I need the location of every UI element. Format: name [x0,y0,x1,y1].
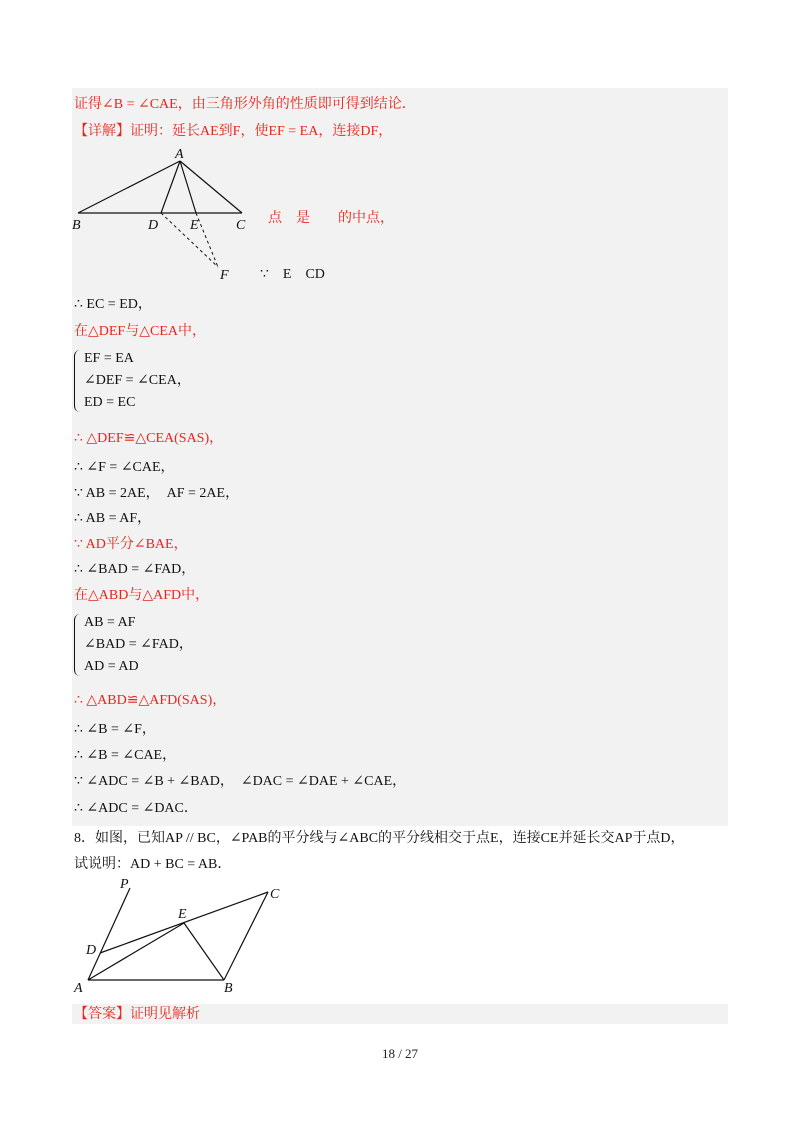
solution-line-11: ∵ AD平分∠BAE， [74,537,188,552]
fig2-label-e: E [178,907,187,922]
answer-line: 【答案】证明见解析 [74,1007,200,1022]
solution-line-16: ∴ ∠B = ∠CAE， [74,748,177,763]
fig2-label-a: A [74,981,83,996]
solution-line-18: ∴ ∠ADC = ∠DAC． [74,801,198,816]
fig2-label-d: D [86,943,97,958]
question-8-line-2: 试说明：AD + BC = AB． [74,857,232,872]
fig1-label-f: F [220,268,229,283]
solution-line-9: ∵ AB = 2AE， AF = 2AE， [74,486,240,501]
system1-row-2: ∠DEF = ∠CEA， [84,373,191,388]
solution-line-because: ∵ E CD [260,267,325,282]
fig1-label-b: B [72,218,81,233]
solution-line-14: ∴ △ABD≌△AFD(SAS)， [74,693,227,708]
solution-line-midpoint: 点 是 的中点， [268,211,394,226]
system2-row-1: AB = AF [84,615,136,630]
parallelogram-figure-2 [68,876,298,1001]
system1-row-3: ED = EC [84,395,136,410]
solution-line-15: ∴ ∠B = ∠F， [74,722,156,737]
fig1-label-c: C [236,218,246,233]
equation-system-2 [84,612,193,678]
solution-line-12: ∴ ∠BAD = ∠FAD， [74,562,196,577]
page-number: 18 / 27 [381,1046,419,1061]
system2-row-3: AD = AD [84,659,139,674]
detail-heading-line: 【详解】证明：延长AE到F，使EF = EA，连接DF， [74,124,393,139]
fig1-label-a: A [175,147,184,162]
fig2-label-c: C [270,887,280,902]
solution-line-6: 在△DEF与△CEA中， [74,324,206,339]
fig1-label-e: E [190,218,199,233]
equation-system-1 [84,348,191,414]
solution-line-10: ∴ AB = AF， [74,511,152,526]
solution-line-5: ∴ EC = ED， [74,297,152,312]
fig2-label-p: P [120,877,129,892]
system2-row-2: ∠BAD = ∠FAD， [84,637,193,652]
solution-line-8: ∴ ∠F = ∠CAE， [74,460,175,475]
solution-line-13: 在△ABD与△AFD中， [74,588,210,603]
fig1-label-d: D [148,218,159,233]
question-8-line-1: 8．如图，已知AP // BC，∠PAB的平分线与∠ABC的平分线相交于点E，连接CE并延长交AP于点D， [74,831,685,846]
solution-line-17: ∵ ∠ADC = ∠B + ∠BAD， ∠DAC = ∠DAE + ∠CAE， [74,774,407,789]
solution-line-7: ∴ △DEF≌△CEA(SAS)， [74,431,224,446]
fig2-label-b: B [224,981,233,996]
system1-row-1: EF = EA [84,351,134,366]
solution-line-1: 证得∠B = ∠CAE，由三角形外角的性质即可得到结论． [74,97,416,112]
